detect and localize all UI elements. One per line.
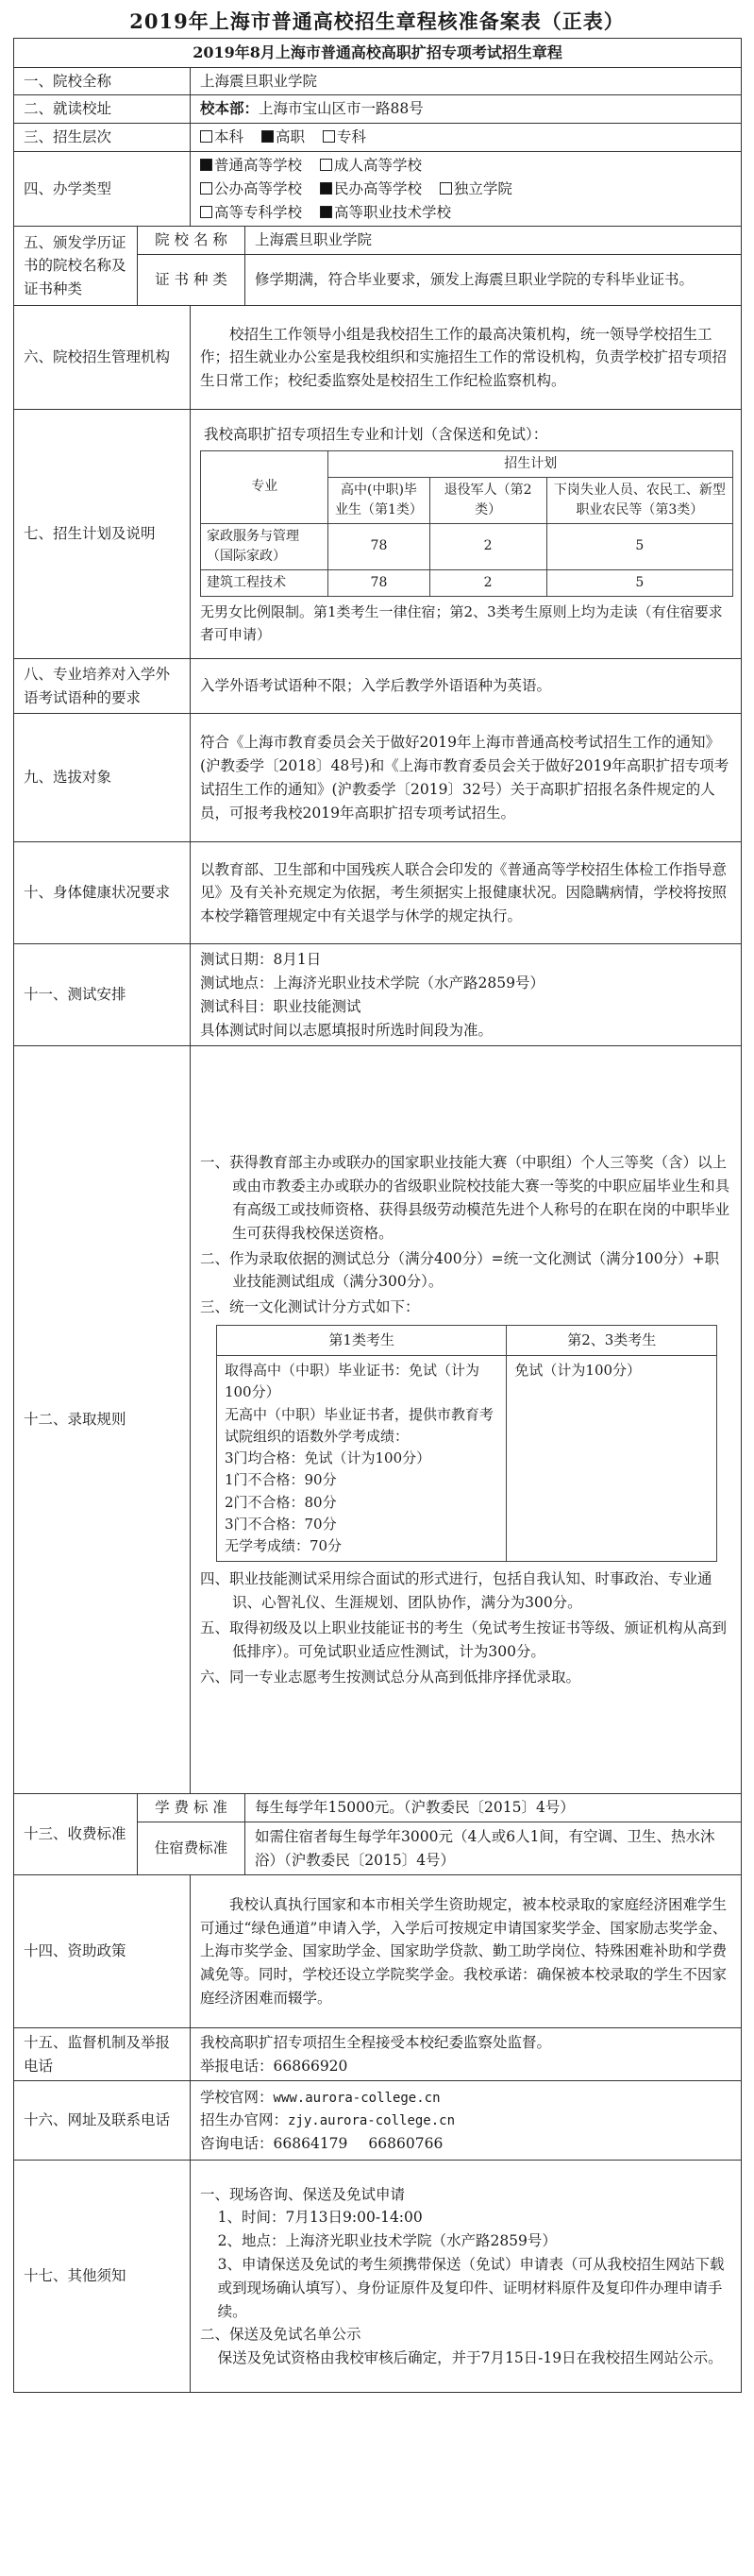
school-name-label: 一、院校全称 — [14, 67, 191, 95]
level-label: 三、招生层次 — [14, 124, 191, 152]
type-option-independent — [440, 180, 512, 197]
campus-prefix: 校本部： — [200, 99, 260, 118]
target-text: 符合《上海市教育委员会关于做好2019年上海市普通高校考试招生工作的通知》(沪教委学〔2018〕48号)和《上海市教育委员会关于做好2019年高职扩招专项考试招生工作的通知》(沪教委学〔2019〕32号）关于高职扩招报名条件规定的人员，可报考我校2019年高职扩招专项考试招生。 — [200, 734, 729, 822]
contact-cell — [191, 2081, 742, 2161]
exam-cell — [191, 944, 742, 1046]
rules-item-1: 一、获得教育部主办或联办的国家职业技能大赛（中职组）个人三等奖（含）以上或由市教委主办或联办的省级职业院校技能大赛一等奖的中职应届毕业生和具有高级工或技师资格、获得县级劳动模范先进个人称号的在职在岗的中职毕业生可获得我校保送资格。 — [200, 1154, 730, 1242]
supervise-label: 十五、监督机制及举报电话 — [14, 2028, 191, 2081]
plan-col-cat1: 高中(中职)毕业生（第1类） — [328, 477, 429, 523]
plan-group-header: 招生计划 — [328, 450, 733, 477]
other-label: 十七、其他须知 — [14, 2161, 191, 2393]
document-title: 2019年上海市普通高校招生章程核准备案表（正表） — [129, 9, 625, 33]
plan-table-group-row — [201, 450, 733, 477]
checkbox-checked-icon — [320, 206, 332, 218]
school-website-label: 学校官网： — [200, 2088, 274, 2106]
plan-major: 建筑工程技术 — [201, 569, 328, 596]
checkbox-icon — [200, 206, 212, 218]
row-plan — [14, 410, 742, 659]
rules-item-5: 五、取得初级及以上职业技能证书的考生（免试考生按证书等级、颁证机构从高到低排序）。可免试职业适应性测试，计为300分。 — [200, 1619, 728, 1660]
rules-item-3: 三、统一文化测试计分方式如下： — [200, 1298, 420, 1316]
type-option-vocational-tech — [320, 204, 451, 221]
row-admin — [14, 306, 742, 410]
aid-label: 十四、资助政策 — [14, 1875, 191, 2028]
other-cell — [191, 2161, 742, 2393]
checkbox-checked-icon — [320, 182, 332, 195]
rules-item-4: 四、职业技能测试采用综合面试的形式进行，包括自我认知、时事政治、专业通识、心智礼仪、生涯规划、团队协作，满分为300分。 — [200, 1570, 712, 1612]
health-cell — [191, 842, 742, 944]
admin-text: 校招生工作领导小组是我校招生工作的最高决策机构，统一领导学校招生工作；招生就业办公室是我校组织和实施招生工作的常设机构，负责学校扩招专项招生日常工作；校纪委监察处是校招生工作纪检监察机构。 — [200, 325, 728, 390]
language-value: 入学外语考试语种不限；入学后教学外语语种为英语。 — [191, 659, 742, 714]
type-option-public — [200, 180, 302, 197]
option-label: 本科 — [214, 128, 244, 146]
report-phone-label: 举报电话： — [200, 2057, 274, 2075]
plan-label: 七、招生计划及说明 — [14, 410, 191, 659]
campus-address: 上海市宝山区市一路88号 — [259, 100, 424, 118]
type-option-regular — [200, 157, 302, 174]
cert-kind-label: 证 书 种 类 — [138, 255, 245, 306]
option-label: 成人高等学校 — [333, 156, 422, 174]
row-supervise — [14, 2028, 742, 2081]
score-cat1-cell — [216, 1356, 506, 1562]
report-phone — [200, 2055, 733, 2078]
campus-label: 二、就读校址 — [14, 95, 191, 124]
other-line: 2、地点：上海济光职业技术学院（水产路2859号） — [217, 2232, 557, 2250]
aid-text: 我校认真执行国家和本市相关学生资助规定，被本校录取的家庭经济困难学生可通过“绿色通道”申请入学，入学后可按规定申请国家奖学金、国家励志奖学金、上海市奖学金、国家助学金、国家助学贷款、勤工助学岗位、特殊困难补助和学费减免等。同时，学校还设立学院奖学金。我校承诺：确保被本校录取的学生不因家庭经济困难而辍学。 — [200, 1895, 728, 2008]
checkbox-icon — [323, 130, 335, 143]
score-head-cat23: 第2、3类考生 — [507, 1325, 717, 1355]
row-rules — [14, 1046, 742, 1794]
rules-item-2: 二、作为录取依据的测试总分（满分400分）=统一文化测试（满分100分）+职业技能测试组成（满分300分）。 — [200, 1249, 720, 1291]
campus-cell — [191, 95, 742, 124]
checkbox-icon — [200, 130, 212, 143]
option-label: 民办高等学校 — [333, 179, 422, 197]
level-option-vocational — [261, 128, 305, 145]
score-table — [216, 1325, 717, 1563]
rules-label: 十二、录取规则 — [14, 1046, 191, 1794]
dorm-fee-value: 如需住宿者每生每学年3000元（4人或6人1间，有空调、卫生、热水沐浴）（沪教委民〔2015〕4号） — [245, 1822, 742, 1875]
fees-label: 十三、收费标准 — [14, 1794, 138, 1875]
option-label: 高等专科学校 — [214, 203, 303, 221]
exam-date: 测试日期：8月1日 — [200, 951, 322, 969]
other-line: 1、时间：7月13日9:00-14:00 — [217, 2209, 423, 2227]
row-school-type — [14, 151, 742, 226]
plan-col-cat2: 退役军人（第2类） — [429, 477, 546, 523]
cert-label: 五、颁发学历证书的院校名称及证书种类 — [14, 227, 138, 306]
table-row — [201, 569, 733, 596]
cert-school-name-value: 上海震旦职业学院 — [245, 227, 742, 255]
plan-major: 家政服务与管理（国际家政） — [201, 523, 328, 569]
level-option-bachelor — [200, 128, 243, 145]
cert-school-name-label: 院 校 名 称 — [138, 227, 245, 255]
other-line: 一、现场咨询、保送及免试申请 — [200, 2185, 406, 2203]
language-label: 八、专业培养对入学外语考试语种的要求 — [14, 659, 191, 714]
option-label: 公办高等学校 — [214, 179, 303, 197]
plan-count-cat3: 5 — [546, 523, 732, 569]
health-text: 以教育部、卫生部和中国残疾人联合会印发的《普通高等学校招生体检工作指导意见》及有关补充规定为依据，考生须据实上报健康状况。因隐瞒病情，学校将按照本校学籍管理规定中有关退学与休学的规定执行。 — [200, 860, 728, 925]
table-subtitle-row — [14, 39, 742, 68]
exam-location: 测试地点：上海济光职业技术学院（水产路2859号） — [200, 974, 545, 992]
plan-col-cat3: 下岗失业人员、农民工、新型职业农民等（第3类） — [546, 477, 732, 523]
table-subtitle: 2019年8月上海市普通高校高职扩招专项考试招生章程 — [14, 39, 742, 68]
row-contact — [14, 2081, 742, 2161]
type-option-junior-college — [200, 204, 302, 221]
exam-label: 十一、测试安排 — [14, 944, 191, 1046]
exam-time-note: 具体测试时间以志愿填报时所选时间段为准。 — [200, 1021, 494, 1039]
plan-intro: 我校高职扩招专项招生专业和计划（含保送和免试）： — [204, 425, 548, 443]
rules-item-6: 六、同一专业志愿考生按测试总分从高到低排序择优录取。 — [200, 1668, 581, 1686]
school-website — [200, 2086, 733, 2110]
plan-count-cat2: 2 — [429, 523, 546, 569]
record-table — [13, 38, 742, 2393]
checkbox-icon — [200, 182, 212, 195]
tuition-label: 学 费 标 准 — [138, 1794, 245, 1822]
option-label: 普通高等学校 — [214, 156, 303, 174]
plan-table — [200, 450, 733, 597]
score-cat23-cell: 免试（计为100分） — [507, 1356, 717, 1562]
score-cat1-line: 无高中（中职）毕业证书者，提供市教育考试院组织的语数外学考成绩： — [224, 1405, 494, 1445]
score-cat1-line: 1门不合格：90分 — [224, 1471, 337, 1489]
type-option-private — [320, 180, 422, 197]
checkbox-checked-icon — [261, 130, 274, 143]
target-label: 九、选拔对象 — [14, 714, 191, 842]
score-cat1-line: 2门不合格：80分 — [224, 1493, 337, 1511]
plan-col-major: 专业 — [201, 450, 328, 523]
score-cat1-line: 3门不合格：70分 — [224, 1515, 337, 1533]
row-level — [14, 124, 742, 152]
plan-count-cat1: 78 — [328, 523, 429, 569]
row-school-name — [14, 67, 742, 95]
consult-phone-2: 66860766 — [368, 2135, 444, 2153]
type-option-adult — [320, 157, 422, 174]
other-line: 保送及免试资格由我校审核后确定，并于7月15日-19日在我校招生网站公示。 — [217, 2349, 723, 2367]
school-name-value: 上海震旦职业学院 — [191, 67, 742, 95]
aid-cell — [191, 1875, 742, 2028]
row-other — [14, 2161, 742, 2393]
other-line: 二、保送及免试名单公示 — [200, 2326, 361, 2344]
score-head-cat1: 第1类考生 — [216, 1325, 506, 1355]
row-cert-name — [14, 227, 742, 255]
plan-note: 无男女比例限制。第1类考生一律住宿；第2、3类考生原则上均为走读（有住宿要求者可申请） — [200, 602, 723, 643]
school-type-options — [191, 151, 742, 226]
school-type-label: 四、办学类型 — [14, 151, 191, 226]
admission-website-label: 招生办官网： — [200, 2111, 289, 2129]
checkbox-icon — [320, 159, 332, 171]
level-options — [191, 124, 742, 152]
option-label: 高职 — [275, 128, 305, 146]
checkbox-icon — [440, 182, 452, 195]
exam-subject: 测试科目：职业技能测试 — [200, 997, 361, 1015]
admission-website-link[interactable]: zjy.aurora-college.cn — [288, 2113, 456, 2129]
plan-count-cat2: 2 — [429, 569, 546, 596]
score-cat1-line: 3门均合格：免试（计为100分） — [224, 1449, 431, 1467]
admission-website — [200, 2109, 733, 2132]
plan-cell — [191, 410, 742, 659]
consult-phone-1: 66864179 — [273, 2135, 348, 2153]
option-label: 专科 — [336, 128, 366, 146]
contact-label: 十六、网址及联系电话 — [14, 2081, 191, 2161]
table-row — [201, 523, 733, 569]
plan-count-cat3: 5 — [546, 569, 732, 596]
admin-cell — [191, 306, 742, 410]
table-row — [216, 1356, 716, 1562]
row-aid — [14, 1875, 742, 2028]
target-cell — [191, 714, 742, 842]
consult-phone — [200, 2132, 733, 2156]
admin-label: 六、院校招生管理机构 — [14, 306, 191, 410]
report-phone-number: 66866920 — [273, 2057, 348, 2075]
option-label: 独立学院 — [453, 179, 512, 197]
score-table-header — [216, 1325, 716, 1355]
school-website-link[interactable]: www.aurora-college.cn — [273, 2090, 441, 2106]
score-cat1-line: 无学考成绩：70分 — [224, 1537, 343, 1555]
other-line: 3、申请保送及免试的考生须携带保送（免试）申请表（可从我校招生网站下载或到现场确认填写）、身份证原件及复印件、证明材料原件及复印件办理申请手续。 — [217, 2256, 725, 2320]
supervise-text: 我校高职扩招专项招生全程接受本校纪委监察处监督。 — [200, 2034, 552, 2052]
row-health — [14, 842, 742, 944]
row-campus — [14, 95, 742, 124]
consult-phone-label: 咨询电话： — [200, 2135, 274, 2153]
rules-cell — [191, 1046, 742, 1794]
row-target — [14, 714, 742, 842]
dorm-fee-label: 住宿费标准 — [138, 1822, 245, 1875]
tuition-value: 每生每学年15000元。（沪教委民〔2015〕4号） — [245, 1794, 742, 1822]
row-exam — [14, 944, 742, 1046]
option-label: 高等职业技术学校 — [333, 203, 451, 221]
row-language — [14, 659, 742, 714]
plan-count-cat1: 78 — [328, 569, 429, 596]
level-option-associate — [323, 128, 366, 145]
score-cat1-line: 取得高中（中职）毕业证书：免试（计为100分） — [224, 1362, 479, 1401]
row-fees-tuition — [14, 1794, 742, 1822]
checkbox-checked-icon — [200, 159, 212, 171]
health-label: 十、身体健康状况要求 — [14, 842, 191, 944]
cert-kind-value: 修学期满，符合毕业要求，颁发上海震旦职业学院的专科毕业证书。 — [245, 255, 742, 306]
supervise-cell — [191, 2028, 742, 2081]
